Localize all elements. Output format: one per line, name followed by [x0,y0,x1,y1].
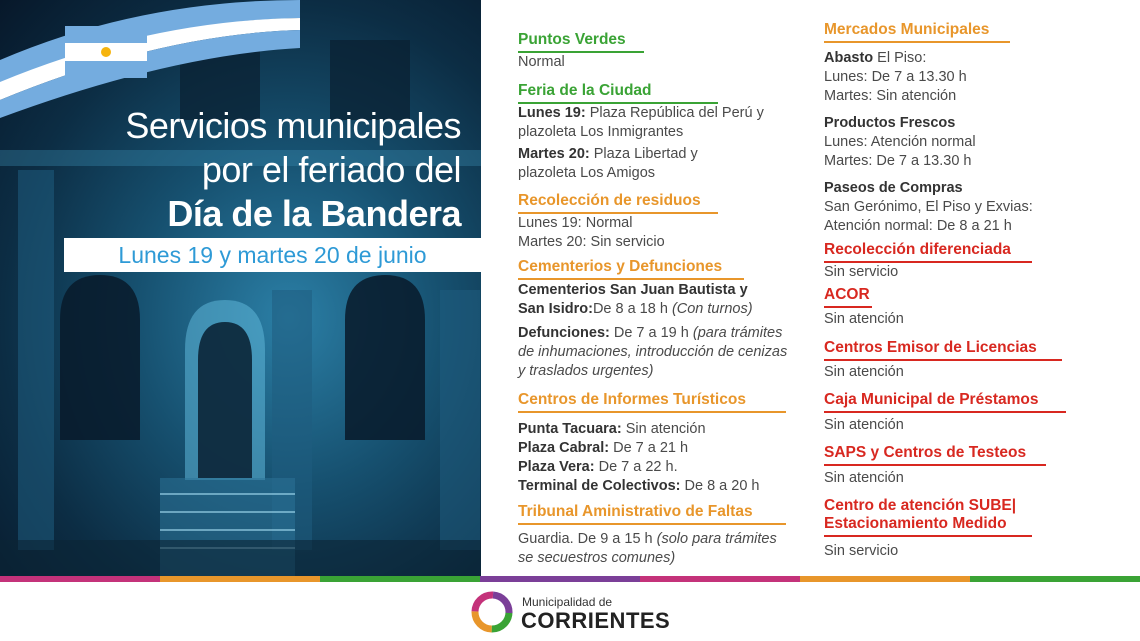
heading-caja: Caja Municipal de Préstamos [824,391,1066,413]
logo-line-1: Municipalidad de [522,595,613,609]
heading-saps: SAPS y Centros de Testeos [824,444,1046,466]
informes-row-3: Plaza Vera: De 7 a 22 h. [518,459,678,475]
tribunal-line-1: Guardia. De 9 a 15 h (solo para trámites [518,531,777,547]
heading-diferenciada: Recolección diferenciada [824,241,1032,263]
tribunal-line-2: se secuestros comunes) [518,550,676,566]
caja-text: Sin atención [824,417,904,433]
feria-martes-2: plazoleta Los Amigos [518,165,656,181]
abasto-line-3: Martes: Sin atención [824,88,957,104]
municipality-logo-icon [470,590,514,634]
paseos-line-2: San Gerónimo, El Piso y Exvias: [824,199,1033,215]
defunciones-line-2: de inhumaciones, introducción de cenizas [518,344,788,360]
informes-row-1: Punta Tacuara: Sin atención [518,421,706,437]
heading-feria: Feria de la Ciudad [518,82,718,104]
page-title [21,104,461,236]
abasto-line-1: Abasto El Piso: [824,50,927,66]
sube-heading-line-1: Centro de atención SUBE| [824,497,1017,514]
acor-text: Sin atención [824,311,904,327]
informes-row-2: Plaza Cabral: De 7 a 21 h [518,440,689,456]
title-line-1: Servicios municipales [125,105,461,146]
frescos-line-2: Lunes: Atención normal [824,134,976,150]
paseos-line-3: Atención normal: De 8 a 21 h [824,218,1012,234]
recoleccion-line-2: Martes 20: Sin servicio [518,234,665,250]
recoleccion-line-1: Lunes 19: Normal [518,215,633,231]
defunciones-line-3: y traslados urgentes) [518,363,654,379]
defunciones-line-1: Defunciones: De 7 a 19 h (para trámites [518,325,783,341]
heading-puntos-verdes: Puntos Verdes [518,31,644,53]
saps-text: Sin atención [824,470,904,486]
cementerios-line-2: San Isidro:De 8 a 18 h (Con turnos) [518,301,753,317]
heading-acor: ACOR [824,286,872,308]
hero-panel [0,0,481,578]
feria-martes: Martes 20: Plaza Libertad y [518,146,698,162]
paseos-line-1: Paseos de Compras [824,180,963,196]
heading-licencias: Centros Emisor de Licencias [824,339,1062,361]
cementerios-line-1: Cementerios San Juan Bautista y [518,282,748,298]
heading-mercados: Mercados Municipales [824,21,1010,43]
puntos-verdes-text: Normal [518,54,565,70]
feria-lunes-2: plazoleta Los Inmigrantes [518,124,684,140]
sube-text: Sin servicio [824,543,899,559]
informes-row-4: Terminal de Colectivos: De 8 a 20 h [518,478,760,494]
heading-recoleccion: Recolección de residuos [518,192,718,214]
title-line-3: Día de la Bandera [167,193,461,234]
heading-cementerios: Cementerios y Defunciones [518,258,744,280]
abasto-line-2: Lunes: De 7 a 13.30 h [824,69,967,85]
heading-informes: Centros de Informes Turísticos [518,391,786,413]
frescos-line-3: Martes: De 7 a 13.30 h [824,153,972,169]
heading-tribunal: Tribunal Aministrativo de Faltas [518,503,786,525]
diferenciada-text: Sin servicio [824,264,899,280]
heading-sube [824,497,1032,537]
argentina-flag-icon [65,26,147,78]
date-banner: Lunes 19 y martes 20 de junio [64,238,481,272]
sube-heading-line-2: Estacionamiento Medido [824,515,1007,532]
building-photo [0,0,481,578]
feria-lunes: Lunes 19: Plaza República del Perú y [518,105,764,121]
licencias-text: Sin atención [824,364,904,380]
logo-line-2: CORRIENTES [521,608,671,633]
title-line-2: por el feriado del [201,149,461,190]
frescos-line-1: Productos Frescos [824,115,956,131]
